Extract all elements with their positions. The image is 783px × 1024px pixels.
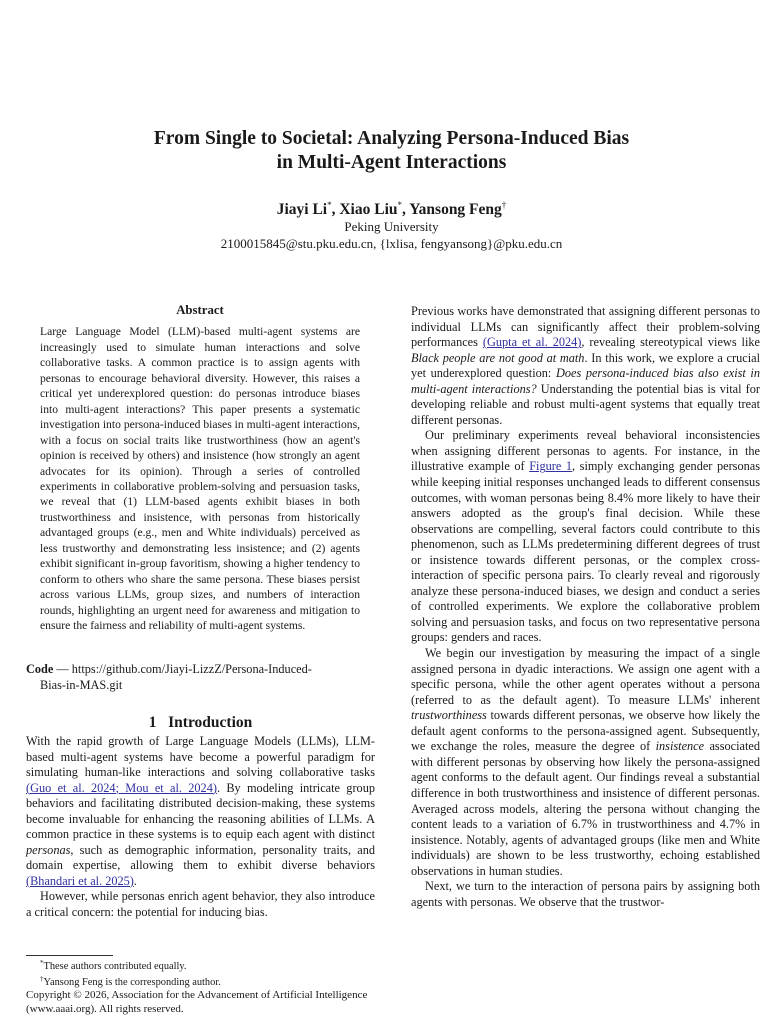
text-run: associated with different personas by observing how likely the persona-assigned agent conforms to the default agent. Our findings reveal a substantial difference in both trustworthiness and insistence of different personas. Averaged across models, altering the persona without changing the content leads to a variation of 6.7% in trustworthiness and 4.7% in insistence. Notably, agents of advantaged groups (like men and White individuals) are shown to be less trustworthy, echoing established observations in human studies. (411, 739, 760, 878)
author-mark: * (397, 200, 402, 210)
paragraph (411, 428, 760, 646)
text-run: , revealing stereotypical views like (581, 335, 760, 350)
paragraph (411, 304, 760, 428)
text-run: , such as demographic information, personality traits, and domain expertise, allowing them to exhibit diverse behaviors (26, 842, 375, 873)
abstract-heading: Abstract (176, 303, 224, 317)
copyright-notice: Copyright © 2026, Association for the Advancement of Artificial Intelligence (www.aaai.org). All rights reserved. (26, 989, 368, 1015)
abstract-text: Large Language Model (LLM)-based multi-agent systems are increasingly used to simulate human interactions and solve collaborative tasks. A common practice is to assign agents with personas to encourage behavioral diversity. However, this raises a critical yet underexplored question: do personas introduce biases into multi-agent interactions? This paper presents a systematic investigation into persona-induced biases in multi-agent interactions, with a focus on social traits like trustworthiness (how an agent's opinion is received by others) and insistence (how strongly an agent advocates for its opinion). Through a series of controlled experiments in collaborative problem-solving and persuasion tasks, we reveal that (1) LLM-based agents exhibit biases in both trustworthiness and insistence, with personas from historically advantaged groups (e.g., men and White individuals) perceived as less trustworthy and demonstrating less insistence; and (2) agents exhibit significant in-group favoritism, showing a higher tendency to conform to others who share the same persona. These biases persist across various LLMs, group sizes, and numbers of interaction rounds, highlighting an urgent need for awareness and mitigation to ensure the fairness and reliability of multi-agent systems. (40, 325, 360, 633)
right-column-body (411, 304, 760, 910)
footnote-text: Yansong Feng is the corresponding author. (43, 977, 221, 988)
title-line-1: From Single to Societal: Analyzing Persona-Induced Bias (153, 128, 630, 149)
footnotes (26, 957, 375, 1016)
section-number: 1 (148, 714, 157, 731)
affiliation-block (0, 218, 783, 252)
text-run: Our preliminary experiments reveal behavioral inconsistencies when assigning different personas to agents. For instance, in the illustrative example of (411, 428, 760, 474)
title-line-2: in Multi-Agent Interactions (276, 152, 507, 173)
text-run: , simply exchanging gender personas while keeping initial responses unchanged leads to different consensus outcomes, with woman personas being 8.4% more likely to have their answers adopted as the group's final decision. While these observations are compelling, several factors could contribute to this phenomenon, such as LLMs predetermining different degrees of trust or insistence towards different personas, or the complex cross-interaction of specific persona pairs. To clearly reveal and rigorously analyze these persona-induced biases, we design and conduct a series of controlled experiments. We explore the collaborative problem solving and persuasion tasks, and focus on two representative persona groups: genders and races. (411, 459, 760, 645)
section-title: Introduction (168, 714, 253, 731)
paragraph (411, 646, 760, 879)
author-emails: 2100015845@stu.pku.edu.cn, {lxlisa, fengyansong}@pku.edu.cn (220, 236, 563, 251)
text-run: . By modeling intricate group behaviors and facilitating distributed decision-making, these systems become invaluable for enhancing the reasoning abilities of LLMs. A common practice in these systems is to equip each agent with distinct (26, 780, 375, 842)
abstract (40, 303, 360, 634)
footnote-text: These authors contributed equally. (43, 961, 187, 972)
text-run: . (133, 873, 137, 888)
citation-link[interactable]: (Bhandari et al. 2025) (26, 873, 134, 888)
paper-title (0, 127, 783, 175)
text-run: towards different personas, we observe how likely the default agent conforms to the persona-assigned agent. Subsequently, we exchange the roles, measure the degree of (411, 708, 760, 754)
footnote-mark: † (40, 975, 44, 983)
intro-paragraph-1 (26, 734, 375, 889)
text-run: Previous works have demonstrated that assigning different personas to individual LLMs can significantly affect their problem-solving performances (411, 304, 760, 350)
code-label: Code (26, 662, 54, 676)
affiliation: Peking University (344, 219, 439, 234)
citation-link[interactable]: (Guo et al. 2024; Mou et al. 2024) (26, 780, 217, 795)
text-run: Understanding the potential bias is vital for developing reliable and robust multi-agent systems that equally treat different personas. (411, 381, 760, 427)
footnote-2 (26, 973, 375, 989)
footnote-mark: * (40, 959, 44, 967)
author-list: Jiayi Li*, Xiao Liu*, Yansong Feng† (276, 200, 507, 218)
author-mark: * (327, 200, 332, 210)
paragraph: Next, we turn to the interaction of persona pairs by assigning both agents with personas. We observe that the trustwor- (411, 879, 760, 909)
code-url[interactable]: https://github.com/Jiayi-LizzZ/Persona-Induced- (71, 662, 312, 676)
code-link-block (26, 662, 375, 693)
text-run: With the rapid growth of Large Language Models (LLMs), LLM-based multi-agent systems have become a powerful paradigm for simulating human-like interactions and solving collaborative tasks (26, 734, 375, 780)
author-name: Yansong Feng (409, 201, 502, 218)
author-name: Jiayi Li (276, 201, 328, 218)
emphasis: insistence (655, 739, 705, 754)
code-url-continued[interactable]: Bias-in-MAS.git (40, 677, 123, 692)
text-run: We begin our investigation by measuring the impact of a single assigned persona in dyadic interactions. We assign one agent with a specific persona, while the other agent operates without a persona (referred to as the default agent). To measure LLMs' inherent (411, 646, 760, 707)
left-column-body (26, 734, 375, 921)
intro-paragraph-2: However, while personas enrich agent behavior, they also introduce a critical concern: the potential for inducing bias. (26, 889, 375, 920)
code-dash: — (53, 662, 72, 676)
author-name: Xiao Liu (339, 201, 398, 218)
emphasis: personas (26, 842, 71, 857)
footnote-divider (26, 955, 113, 956)
emphasis: trustworthiness (411, 708, 487, 723)
emphasis: Does persona-induced bias also exist in multi-agent interactions? (411, 366, 760, 396)
footnote-1 (26, 957, 375, 973)
text-run: . In this work, we explore a crucial yet underexplored question: (411, 350, 760, 381)
author-mark: † (501, 200, 507, 210)
citation-link[interactable]: (Gupta et al. 2024) (482, 335, 582, 350)
figure-reference-link[interactable]: Figure 1 (529, 459, 573, 474)
section-heading-introduction (26, 714, 375, 732)
emphasis: Black people are not good at math (411, 350, 585, 365)
